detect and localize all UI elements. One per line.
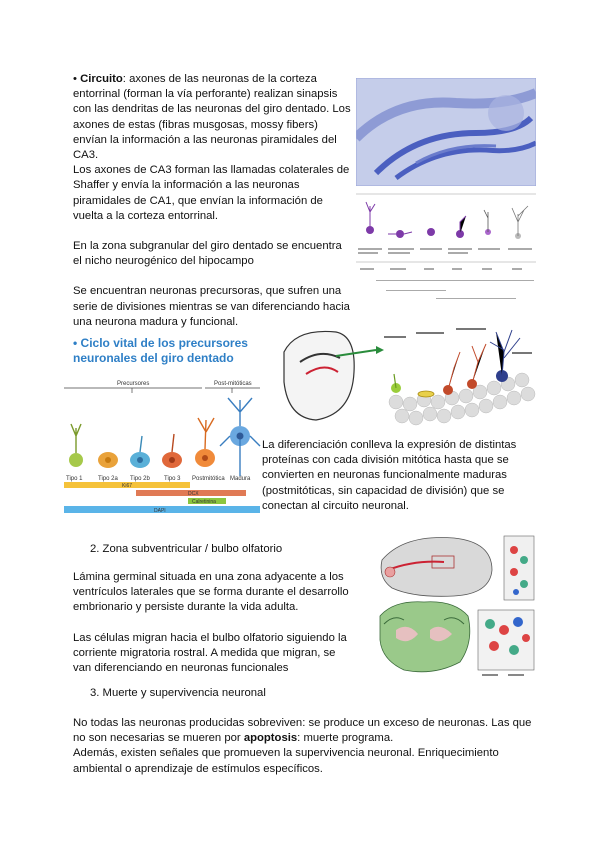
intro-text [73, 72, 351, 330]
label-post-mitoticas: Post-mitóticas [214, 381, 252, 387]
label-tipo3: Tipo 3 [164, 476, 181, 482]
precursor-lifecycle-diagram [62, 376, 262, 516]
label-tipo2b: Tipo 2b [130, 476, 150, 482]
diferenciacion-paragraph: La diferenciación conlleva la expresión de distintas proteínas con cada división mitótica hasta que se convierten en neuronas funcionalmente maduras (postmitóticas, sin capacidad de división) que se conectan al circuito neuronal. [262, 439, 517, 512]
bar-dapi-label: DAPI [154, 508, 166, 514]
section3-p2: Además, existen señales que promueven la supervivencia neuronal. Enriquecimiento ambiental o aprendizaje de estímulos específicos. [73, 747, 499, 775]
label-precursores: Precursores [117, 381, 150, 387]
subgranular-paragraph: En la zona subgranular del giro dentado se encuentra el nicho neurogénico del hipocampo [73, 240, 342, 268]
label-tipo2a: Tipo 2a [98, 476, 118, 482]
circuito-term: Circuito [80, 73, 123, 85]
hippocampus-micrograph [356, 78, 536, 186]
bar-ki67-label: Ki67 [122, 483, 133, 489]
label-postmitotic: Postmitótica [192, 476, 225, 482]
ca3-paragraph: Los axones de CA3 forman las llamadas colaterales de Shaffer y envía la información a las neuronas piramidales de CA1, que envían la información de vuelta a la corteza entorrinal. [73, 164, 350, 222]
bullet: • [73, 73, 77, 85]
section2-p2: Las células migran hacia el bulbo olfatorio siguiendo la corriente migratoria rostral. A medida que migran, se van diferenciando en neuronas funcionales [73, 631, 347, 675]
circuito-paragraph [73, 72, 351, 163]
bar-calretinina-label: Calretinina [192, 499, 216, 505]
section2-p1: Lámina germinal situada en una zona adyacente a los ventrículos laterales que se forma durante el desarrollo embrionario y persiste durante la vida adulta. [73, 571, 349, 614]
section3-p1 [73, 716, 533, 746]
bar-dcx-label: DCX [188, 491, 199, 497]
section3-p1-after: : muerte programa. [297, 732, 394, 745]
svz-olfactory-figure [374, 530, 536, 680]
section3-p1-before: No todas las neuronas producidas sobreviven: se produce un exceso de neuronas. Las que no son necesarias se mueren por [73, 717, 532, 745]
ciclo-vital-title: • Ciclo vital de los precursores neuronales del giro dentado [73, 336, 248, 365]
label-tipo1: Tipo 1 [66, 476, 83, 482]
diferenciacion-text [262, 438, 530, 514]
section3-text [73, 716, 533, 777]
circuito-text: : axones de las neuronas de la corteza entorrinal (forman la vía perforante) realizan sinapsis con las dendritas de las neuronas del giro dentado. Los axones de estas (fibras musgosas, mossy fibers) envían la información a las neuronas piramidales del CA3. [73, 73, 351, 162]
section3-heading: 3. Muerte y supervivencia neuronal [90, 687, 266, 699]
neuron-types-table [356, 192, 536, 304]
label-madura: Madura [230, 476, 251, 482]
section2-text [73, 570, 355, 676]
section2-heading: 2. Zona subventricular / bulbo olfatorio [90, 543, 283, 555]
dentate-gyrus-schematic [276, 322, 536, 426]
apoptosis-term: apoptosis [243, 732, 298, 745]
precursoras-paragraph: Se encuentran neuronas precursoras, que sufren una serie de divisiones mientras se van diferenciando hacia una neurona madura y funcional. [73, 285, 350, 328]
